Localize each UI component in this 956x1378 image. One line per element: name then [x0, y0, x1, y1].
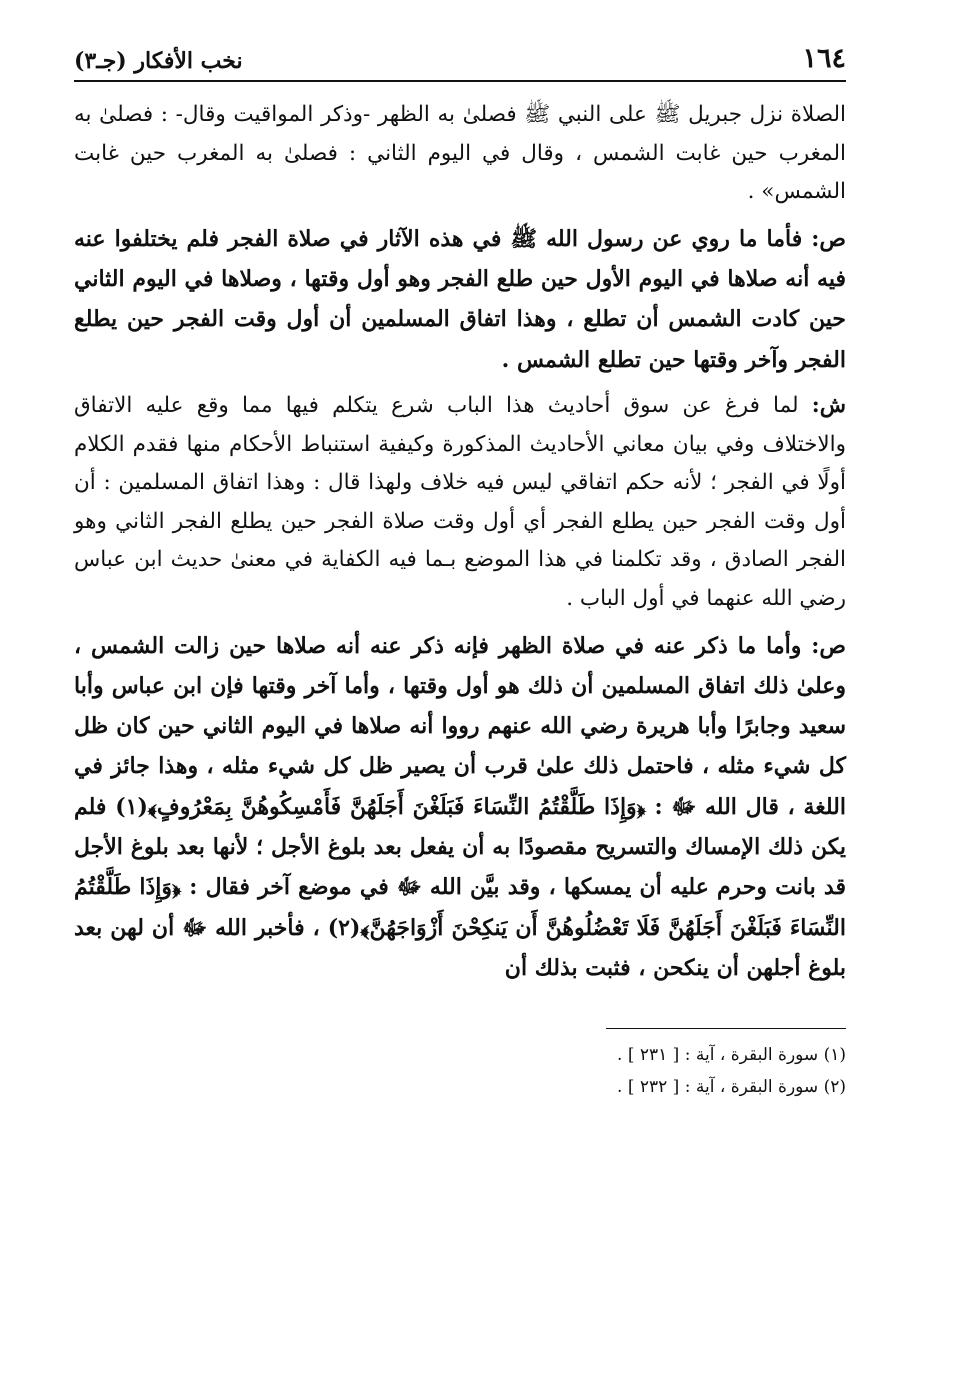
paragraph-lead: ص: [811, 632, 846, 659]
footnote: (١) سورة البقرة ، آية : [ ٢٣١ ] . [617, 1045, 846, 1066]
paragraph [74, 387, 846, 619]
paragraph [74, 626, 846, 989]
footnote-divider [606, 1028, 846, 1029]
paragraph-text: الصلاة نزل جبريل ﷺ على النبي ﷺ فصلىٰ به الظهر -وذكر المواقيت وقال- : فصلىٰ به المغرب حين غابت الشمس ، وقال في اليوم الثاني : فصلىٰ به المغرب حين غابت الشمس» . [74, 102, 846, 205]
paragraph-text: وأما ما ذكر عنه في صلاة الظهر فإنه ذكر عنه أنه صلاها حين زالت الشمس ، وعلىٰ ذلك اتفاق المسلمين أن ذلك هو أول وقتها ، وأما آخر وقتها فإن ابن عباس وأبا سعيد وجابرًا وأبا هريرة رضي الله عنهم رووا أنه صلاها في اليوم الثاني حين كان ظل كل شيء مثله ، فاحتمل ذلك علىٰ قرب أن يصير ظل كل شيء مثله ، وهذا جائز في اللغة ، قال الله ﷻ : ﴿وَإِذَا طَلَّقْتُمُ النِّسَاءَ فَبَلَغْنَ أَجَلَهُنَّ فَأَمْسِكُوهُنَّ بِمَعْرُوفٍ﴾(١) فلم يكن ذلك الإمساك والتسريح مقصودًا به أن يفعل بعد بلوغ الأجل ؛ لأنها بعد بلوغ الأجل قد بانت وحرم عليه أن يمسكها ، وقد بيَّن الله ﷻ في موضع آخر فقال : ﴿وَإِذَا طَلَّقْتُمُ النِّسَاءَ فَبَلَغْنَ أَجَلَهُنَّ فَلَا تَعْضُلُوهُنَّ أَن يَنكِحْنَ أَزْوَاجَهُنَّ﴾(٢) ، فأخبر الله ﷻ أن لهن بعد بلوغ أجلهن أن ينكحن ، فثبت بذلك أن [74, 632, 846, 981]
paragraph-text: لما فرغ عن سوق أحاديث هذا الباب شرع يتكلم فيها مما وقع عليه الاتفاق والاختلاف وفي بيان معاني الأحاديث المذكورة وكيفية استنباط الأحكام منها فقدم الكلام أولًا في الفجر ؛ لأنه حكم اتفاقي ليس فيه خلاف ولهذا قال : وهذا اتفاق المسلمين : أن أول وقت الفجر حين يطلع الفجر أي أول وقت صلاة الفجر حين يطلع الفجر الثاني وهو الفجر الصادق ، وقد تكلمنا في هذا الموضع بـما فيه الكفاية في معنىٰ حديث ابن عباس رضي الله عنهما في أول الباب . [74, 392, 846, 611]
running-title: نخب الأفكار (جـ٣) [74, 48, 243, 74]
footnotes [74, 1039, 846, 1103]
paragraph [74, 219, 846, 380]
page-number: ١٦٤ [802, 43, 846, 74]
paragraph [74, 96, 846, 212]
body-text [74, 96, 846, 988]
page-header [74, 0, 846, 82]
paragraph-text: فأما ما روي عن رسول الله ﷺ في هذه الآثار في صلاة الفجر فلم يختلفوا عنه فيه أنه صلاها في اليوم الأول حين طلع الفجر وهو أول وقتها ، وصلاها في اليوم الثاني حين كادت الشمس أن تطلع ، وهذا اتفاق المسلمين أن أول وقت الفجر حين يطلع الفجر وآخر وقتها حين تطلع الشمس . [74, 225, 846, 373]
footnote: (٢) سورة البقرة ، آية : [ ٢٣٢ ] . [617, 1077, 846, 1098]
paragraph-lead: ش: [811, 392, 846, 418]
paragraph-lead: ص: [811, 225, 846, 252]
